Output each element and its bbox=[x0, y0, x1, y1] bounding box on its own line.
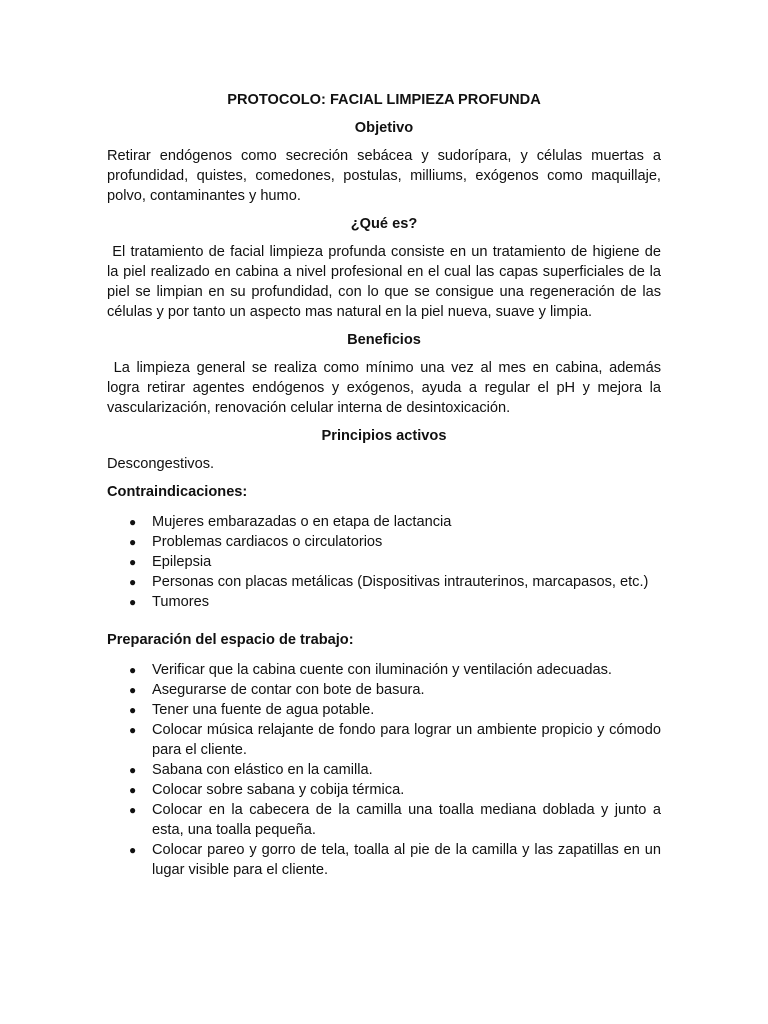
section-heading-beneficios: Beneficios bbox=[347, 332, 421, 348]
preparacion-list bbox=[107, 660, 661, 880]
bullet-icon: ● bbox=[129, 683, 137, 697]
bullet-icon: ● bbox=[129, 555, 137, 569]
bullet-icon: ● bbox=[129, 575, 137, 589]
list-item: ● Colocar pareo y gorro de tela, toalla al pie de la camilla y las zapatillas en un lugar visible para el cliente. bbox=[129, 842, 661, 878]
section-heading-preparacion: Preparación del espacio de trabajo: bbox=[107, 632, 354, 648]
bullet-icon: ● bbox=[129, 783, 137, 797]
list-item: ● Verificar que la cabina cuente con iluminación y ventilación adecuadas. bbox=[129, 662, 612, 678]
list-item: ● Asegurarse de contar con bote de basura. bbox=[129, 682, 425, 698]
bullet-icon: ● bbox=[129, 595, 137, 609]
que-es-text: El tratamiento de facial limpieza profunda consiste en un tratamiento de higiene de la piel realizado en cabina a nivel profesional en el cual las capas superficiales de la piel se limpian en su profundidad, con lo que se consigue una regeneración de las células y por tanto un aspecto mas natural en la piel nueva, suave y limpia. bbox=[107, 244, 666, 320]
list-item: ● Mujeres embarazadas o en etapa de lactancia bbox=[129, 514, 452, 530]
bullet-icon: ● bbox=[129, 663, 137, 677]
list-item: ● Colocar en la cabecera de la camilla una toalla mediana doblada y junto a esta, una toalla pequeña. bbox=[129, 802, 661, 838]
list-item: ● Epilepsia bbox=[129, 554, 212, 570]
bullet-icon: ● bbox=[129, 703, 137, 717]
list-item: ● Tumores bbox=[129, 594, 210, 610]
bullet-icon: ● bbox=[129, 723, 137, 737]
section-heading-objetivo: Objetivo bbox=[354, 120, 414, 136]
contraindicaciones-list bbox=[107, 512, 661, 612]
objetivo-text: Retirar endógenos como secreción sebácea y sudorípara, y células muertas a profundidad, quistes, comedones, postulas, milliums, exógenos como maquillaje, polvo, contaminantes y humo. bbox=[107, 148, 661, 204]
list-item: ● Colocar música relajante de fondo para lograr un ambiente propicio y cómodo para el cliente. bbox=[129, 722, 661, 758]
beneficios-text: La limpieza general se realiza como mínimo una vez al mes en cabina, además logra retirar agentes endógenos y exógenos, ayuda a regular el pH y mejora la vascularización, renovación celular interna de desintoxicación. bbox=[107, 360, 666, 416]
section-heading-principios: Principios activos bbox=[321, 428, 447, 444]
document-title: PROTOCOLO: FACIAL LIMPIEZA PROFUNDA bbox=[227, 92, 541, 108]
bullet-icon: ● bbox=[129, 803, 137, 817]
list-item: ● Colocar sobre sabana y cobija térmica. bbox=[129, 782, 405, 798]
bullet-icon: ● bbox=[129, 843, 137, 857]
section-heading-contraindicaciones: Contraindicaciones: bbox=[107, 484, 248, 500]
list-item: ● Personas con placas metálicas (Dispositivas intrauterinos, marcapasos, etc.) bbox=[129, 574, 649, 590]
section-heading-que-es: ¿Qué es? bbox=[350, 216, 418, 232]
list-item: ● Sabana con elástico en la camilla. bbox=[129, 762, 373, 778]
bullet-icon: ● bbox=[129, 515, 137, 529]
principios-text: Descongestivos. bbox=[107, 456, 215, 472]
bullet-icon: ● bbox=[129, 535, 137, 549]
bullet-icon: ● bbox=[129, 763, 137, 777]
list-item: ● Tener una fuente de agua potable. bbox=[129, 702, 375, 718]
list-item: ● Problemas cardiacos o circulatorios bbox=[129, 534, 383, 550]
